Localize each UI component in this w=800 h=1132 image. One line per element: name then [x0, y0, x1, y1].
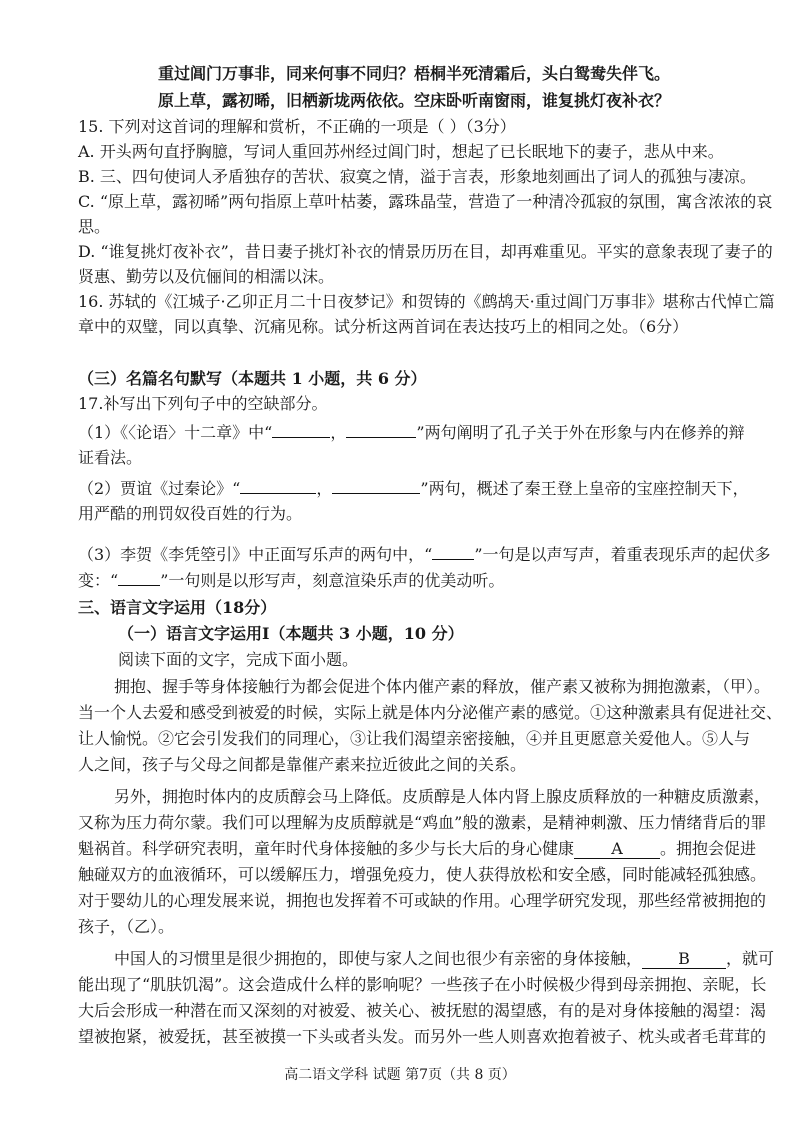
q15-option-b: B. 三、四句使词人矛盾独存的苦状、寂寞之情，溢于言表，形象地刻画出了词人的孤独与凄凉。: [78, 167, 756, 186]
passage-p3-line1-text: 中国人的习惯里是很少拥抱的，即使与家人之间也很少有亲密的身体接触，: [114, 949, 643, 968]
q17-stem: 17.补写出下列句子中的空缺部分。: [78, 394, 328, 413]
passage-p1-line3: 让人愉悦。②它会引发我们的同理心，③让我们渴望亲密接触，④并且更愿意关爱他人。⑤人与: [78, 729, 751, 748]
q17-item-1: [78, 422, 745, 444]
q17-1-comma: ，: [330, 423, 347, 442]
passage-p2-line3-post: 。拥抱会促进: [660, 839, 757, 858]
part3-subheading: （一）语言文字运用Ⅰ（本题共 3 小题，10 分）: [118, 624, 464, 643]
q15-option-c-line1: C. “原上草，露初晞”两句指原上草叶枯萎，露珠晶莹，营造了一种清冷孤寂的氛围，寓含浓浓的哀: [78, 192, 773, 211]
passage-p1-line1: 拥抱、握手等身体接触行为都会促进个体内催产素的释放，催产素又被称为拥抱激素，（甲）。: [114, 677, 771, 696]
part3-heading: 三、语言文字运用（18分）: [78, 598, 277, 617]
passage-p3-line4: 望被抱紧，被爱抚，甚至被摸一下头或者头发。而另外一些人则喜欢抱着被子、枕头或者毛茸茸的: [78, 1027, 767, 1046]
q17-1-blank-a[interactable]: [272, 422, 330, 438]
blank-b[interactable]: B: [642, 948, 726, 969]
q17-2-line2: 用严酷的刑罚奴役百姓的行为。: [78, 504, 303, 523]
q17-3-blank-a[interactable]: [432, 544, 474, 560]
q15-stem: 15. 下列对这首词的理解和赏析，不正确的一项是（ ）（3分）: [78, 117, 516, 136]
passage-p3-line1-post: ，就可: [726, 949, 775, 968]
q17-3-suffix: ”一句是以声写声，着重表现乐声的起伏多: [474, 545, 771, 564]
passage-p2-line5: 对于婴幼儿的心理发展来说，拥抱也发挥着不可或缺的作用。心理学研究发现，那些经常被拥抱的: [78, 891, 767, 910]
q17-1-line2: 证看法。: [78, 448, 143, 467]
q17-2-blank-a[interactable]: [240, 478, 316, 494]
passage-p2-line3-text: 魁祸首。科学研究表明，童年时代身体接触的多少与长大后的身心健康: [78, 839, 575, 858]
passage-p3-line1: [114, 948, 775, 970]
section-heading-recitation: （三）名篇名句默写（本题共 1 小题，共 6 分）: [78, 369, 427, 388]
q15-option-d-line1: D. “谁复挑灯夜补衣”，昔日妻子挑灯补衣的情景历历在目，却再难重见。平实的意象表现了妻子的: [78, 242, 773, 261]
poem-line-1: 重过阊门万事非，同来何事不同归？梧桐半死清霜后，头白鸳鸯失伴飞。: [158, 64, 671, 83]
q17-2-comma: ，: [316, 479, 333, 498]
q15-option-a: A. 开头两句直抒胸臆，写词人重回苏州经过阊门时，想起了已长眠地下的妻子，悲从中来。: [78, 142, 724, 161]
passage-p2-line6: 孩子，（乙）。: [78, 917, 175, 936]
q17-item-3: [78, 544, 771, 566]
passage-p1-line4: 人之间，孩子与父母之间都是靠催产素来拉近彼此之间的关系。: [78, 755, 527, 774]
q15-option-d-line2: 贤惠、勤劳以及伉俪间的相濡以沫。: [78, 267, 335, 286]
q17-2-prefix: （2）贾谊《过秦论》“: [78, 479, 241, 498]
passage-p1-line2: 当一个人去爱和感受到被爱的时候，实际上就是体内分泌催产素的感觉。①这种激素具有促进社交、: [78, 703, 783, 722]
blank-a[interactable]: A: [574, 838, 660, 859]
q17-1-suffix: ”两句阐明了孔子关于外在形象与内在修养的辩: [416, 423, 745, 442]
q17-item-2: [78, 478, 749, 500]
q17-3-prefix: （3）李贺《李凭箜引》中正面写乐声的两句中，“: [78, 545, 433, 564]
q15-option-c-line2: 思。: [78, 217, 111, 236]
q17-2-suffix: ”两句，概述了秦王登上皇帝的宝座控制天下，: [420, 479, 749, 498]
q16-line1: 16. 苏轼的《江城子·乙卯正月二十日夜梦记》和贺铸的《鹧鸪天·重过阊门万事非》堪称古代悼亡篇: [78, 292, 775, 311]
q17-2-blank-b[interactable]: [332, 478, 420, 494]
passage-p3-line2: 能出现了“肌肤饥渴”。这会造成什么样的影响呢？一些孩子在小时候极少得到母亲拥抱、亲昵，长: [78, 975, 767, 994]
q16-line2: 章中的双璧，同以真挚、沉痛见称。试分析这两首词在表达技巧上的相同之处。（6分）: [78, 317, 689, 336]
reading-instruction: 阅读下面的文字，完成下面小题。: [118, 650, 359, 669]
q17-item-3-line2: [78, 570, 738, 592]
passage-p3-line3: 大后会形成一种潜在而又深刻的对被爱、被关心、被抚慰的渴望感，有的是对身体接触的渴望：渴: [78, 1001, 767, 1020]
passage-p2-line3: [78, 838, 757, 860]
q17-1-prefix: （1）《〈论语〉十二章》中“: [78, 423, 273, 442]
passage-p2-line2: 又称为压力荷尔蒙。我们可以理解为皮质醇就是“鸡血”般的激素，是精神刺激、压力情绪背后的罪: [78, 813, 767, 832]
passage-p2-line1: 另外，拥抱时体内的皮质醇会马上降低。皮质醇是人体内肾上腺皮质释放的一种糖皮质激素，: [114, 787, 771, 806]
q17-3-l2-prefix: 变：“: [78, 571, 119, 590]
q17-3-blank-b[interactable]: [118, 570, 160, 586]
q17-1-blank-b[interactable]: [346, 422, 416, 438]
poem-line-2: 原上草，露初晞，旧栖新垅两依依。空床卧听南窗雨，谁复挑灯夜补衣？: [158, 91, 671, 110]
passage-p2-line4: 触碰双方的血液循环，可以缓解压力，增强免疫力，使人获得放松和安全感，同时能减轻孤独感。: [78, 865, 767, 884]
q17-3-l2-suffix: ”一句则是以形写声，刻意渲染乐声的优美动听。: [160, 571, 505, 590]
page-footer: 高二语文学科 试题 第7页（共 8 页）: [284, 1067, 516, 1083]
